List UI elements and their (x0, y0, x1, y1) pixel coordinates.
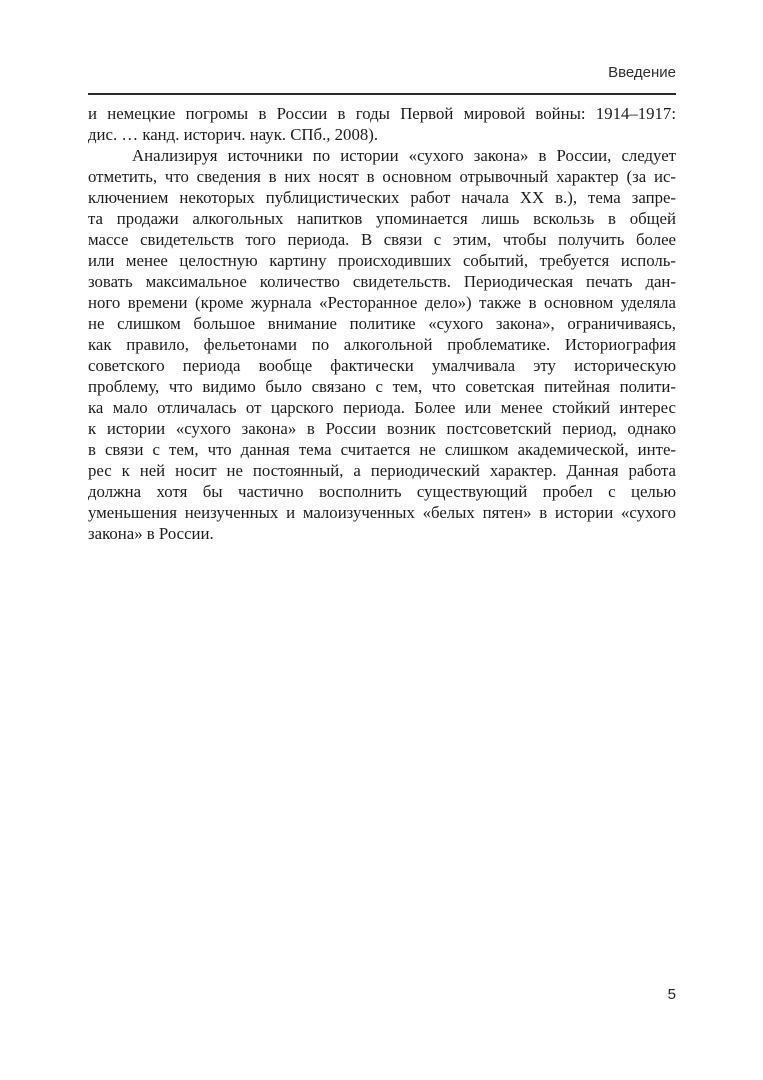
text-line: отметить, что сведения в них носят в основном отрывочный характер (за ис- (88, 167, 676, 186)
running-title: Введение (608, 64, 676, 81)
text-line: закона» в России. (88, 524, 214, 543)
text-line: в связи с тем, что данная тема считается не слишком академической, инте- (88, 440, 676, 459)
text-line: к истории «сухого закона» в России возник постсоветский период, однако (88, 419, 676, 438)
header-rule (88, 93, 676, 95)
running-header (88, 64, 676, 81)
page-footer (88, 986, 676, 1003)
text-line: как правило, фельетонами по алкогольной проблематике. Историография (88, 335, 676, 354)
text-line: проблему, что видимо было связано с тем, что советская питейная полити- (88, 377, 676, 396)
page-number: 5 (667, 986, 676, 1003)
text-line: ного времени (кроме журнала «Ресторанное дело») также в основном уделяла (88, 293, 676, 312)
text-line: советского периода вообще фактически умалчивала эту историческую (88, 356, 676, 375)
text-line: ключением некоторых публицистических работ начала XX в.), тема запре- (88, 188, 676, 207)
text-line: та продажи алкогольных напитков упоминается лишь вскользь в общей (88, 209, 676, 228)
text-line: зовать максимальное количество свидетельств. Периодическая печать дан- (88, 272, 676, 291)
text-line: рес к ней носит не постоянный, а периодический характер. Данная работа (88, 461, 676, 480)
text-line: уменьшения неизученных и малоизученных «белых пятен» в истории «сухого (88, 503, 676, 522)
text-line: ка мало отличалась от царского периода. Более или менее стойкий интерес (88, 398, 676, 417)
paragraph (88, 103, 676, 145)
paragraph (88, 145, 676, 544)
body-text (88, 103, 676, 544)
text-line: дис. … канд. историч. наук. СПб., 2008). (88, 125, 379, 144)
text-line: должна хотя бы частично восполнить существующий пробел с целью (88, 482, 676, 501)
text-line: Анализируя источники по истории «сухого закона» в России, следует (132, 146, 676, 165)
text-line: не слишком большое внимание политике «сухого закона», ограничиваясь, (88, 314, 676, 333)
text-line: и немецкие погромы в России в годы Первой мировой войны: 1914–1917: (88, 104, 676, 123)
text-line: или менее целостную картину происходивших событий, требуется исполь- (88, 251, 676, 270)
text-line: массе свидетельств того периода. В связи с этим, чтобы получить более (88, 230, 676, 249)
